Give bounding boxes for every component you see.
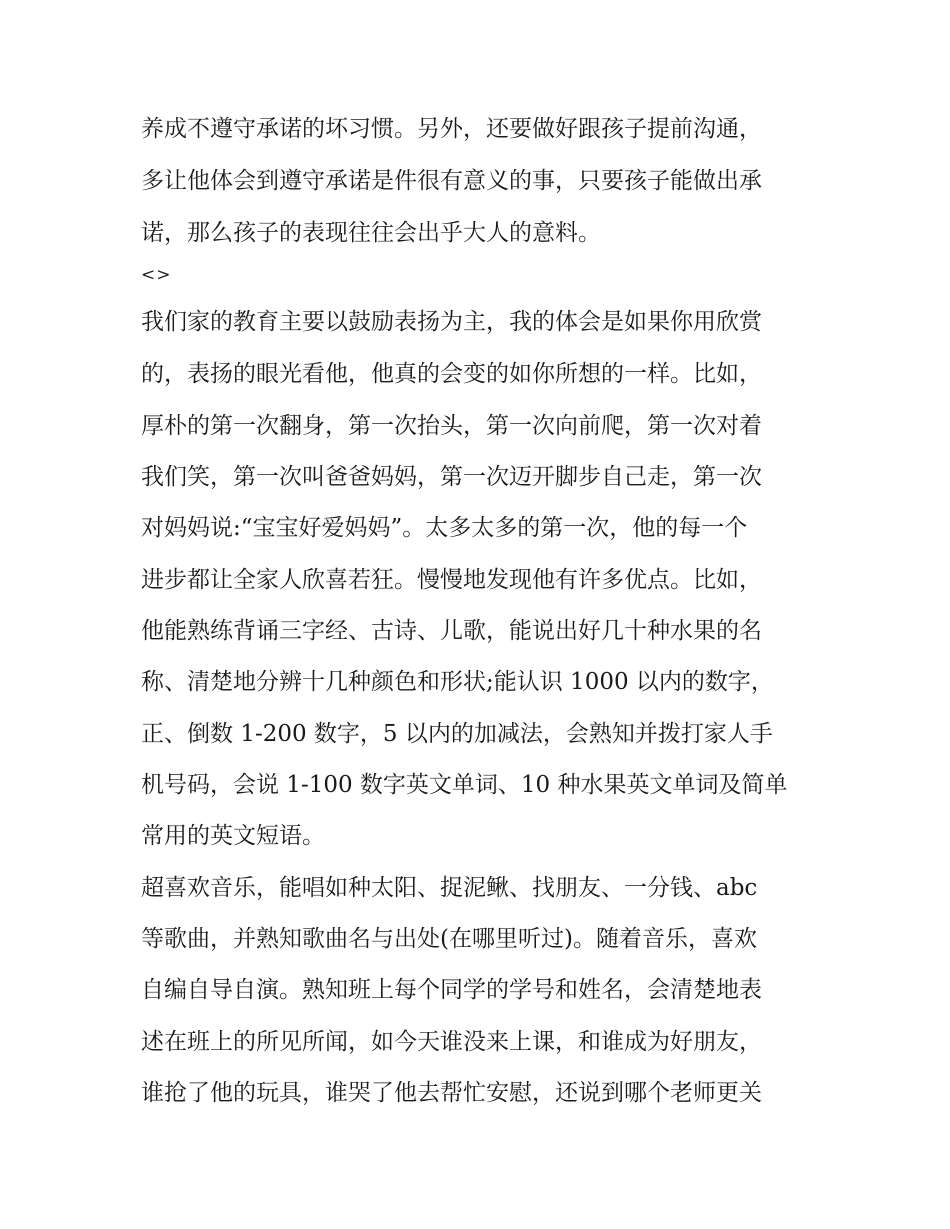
text-line: 养成不遵守承诺的坏习惯。另外，还要做好跟孩子提前沟通，: [141, 116, 762, 142]
text-line: 谁抢了他的玩具，谁哭了他去帮忙安慰，还说到哪个老师更关: [141, 1080, 762, 1106]
text-line: 称、清楚地分辨十几种颜色和形状;能认识 1000 以内的数字，: [141, 669, 774, 695]
text-line: 机号码，会说 1-100 数字英文单词、10 种水果英文单词及简单: [141, 772, 788, 798]
text-line: 自编自导自演。熟知班上每个同学的学号和姓名，会清楚地表: [141, 977, 762, 1003]
text-line: 我们笑，第一次叫爸爸妈妈，第一次迈开脚步自己走，第一次: [141, 464, 762, 490]
text-line: 正、倒数 1-200 数字，5 以内的加减法，会熟知并拨打家人手: [141, 721, 773, 747]
section-marker: <>: [141, 265, 172, 285]
text-line: 常用的英文短语。: [141, 823, 325, 849]
text-line: 的，表扬的眼光看他，他真的会变的如你所想的一样。比如，: [141, 361, 762, 387]
text-line: 进步都让全家人欣喜若狂。慢慢地发现他有许多优点。比如，: [141, 567, 762, 593]
text-line: 述在班上的所见所闻，如今天谁没来上课，和谁成为好朋友，: [141, 1029, 762, 1055]
text-line: 等歌曲，并熟知歌曲名与出处(在哪里听过)。随着音乐，喜欢: [141, 926, 757, 952]
text-line: 诺，那么孩子的表现往往会出乎大人的意料。: [141, 220, 601, 246]
text-line: 超喜欢音乐，能唱如种太阳、捉泥鳅、找朋友、一分钱、abc: [141, 875, 758, 901]
text-line: 厚朴的第一次翻身，第一次抬头，第一次向前爬，第一次对着: [141, 413, 762, 439]
text-line: 我们家的教育主要以鼓励表扬为主，我的体会是如果你用欣赏: [141, 309, 762, 335]
text-line: 对妈妈说:“宝宝好爱妈妈”。太多太多的第一次，他的每一个: [141, 515, 748, 541]
text-line: 他能熟练背诵三字经、古诗、儿歌，能说出好几十种水果的名: [141, 618, 762, 644]
text-line: 多让他体会到遵守承诺是件很有意义的事，只要孩子能做出承: [141, 168, 762, 194]
